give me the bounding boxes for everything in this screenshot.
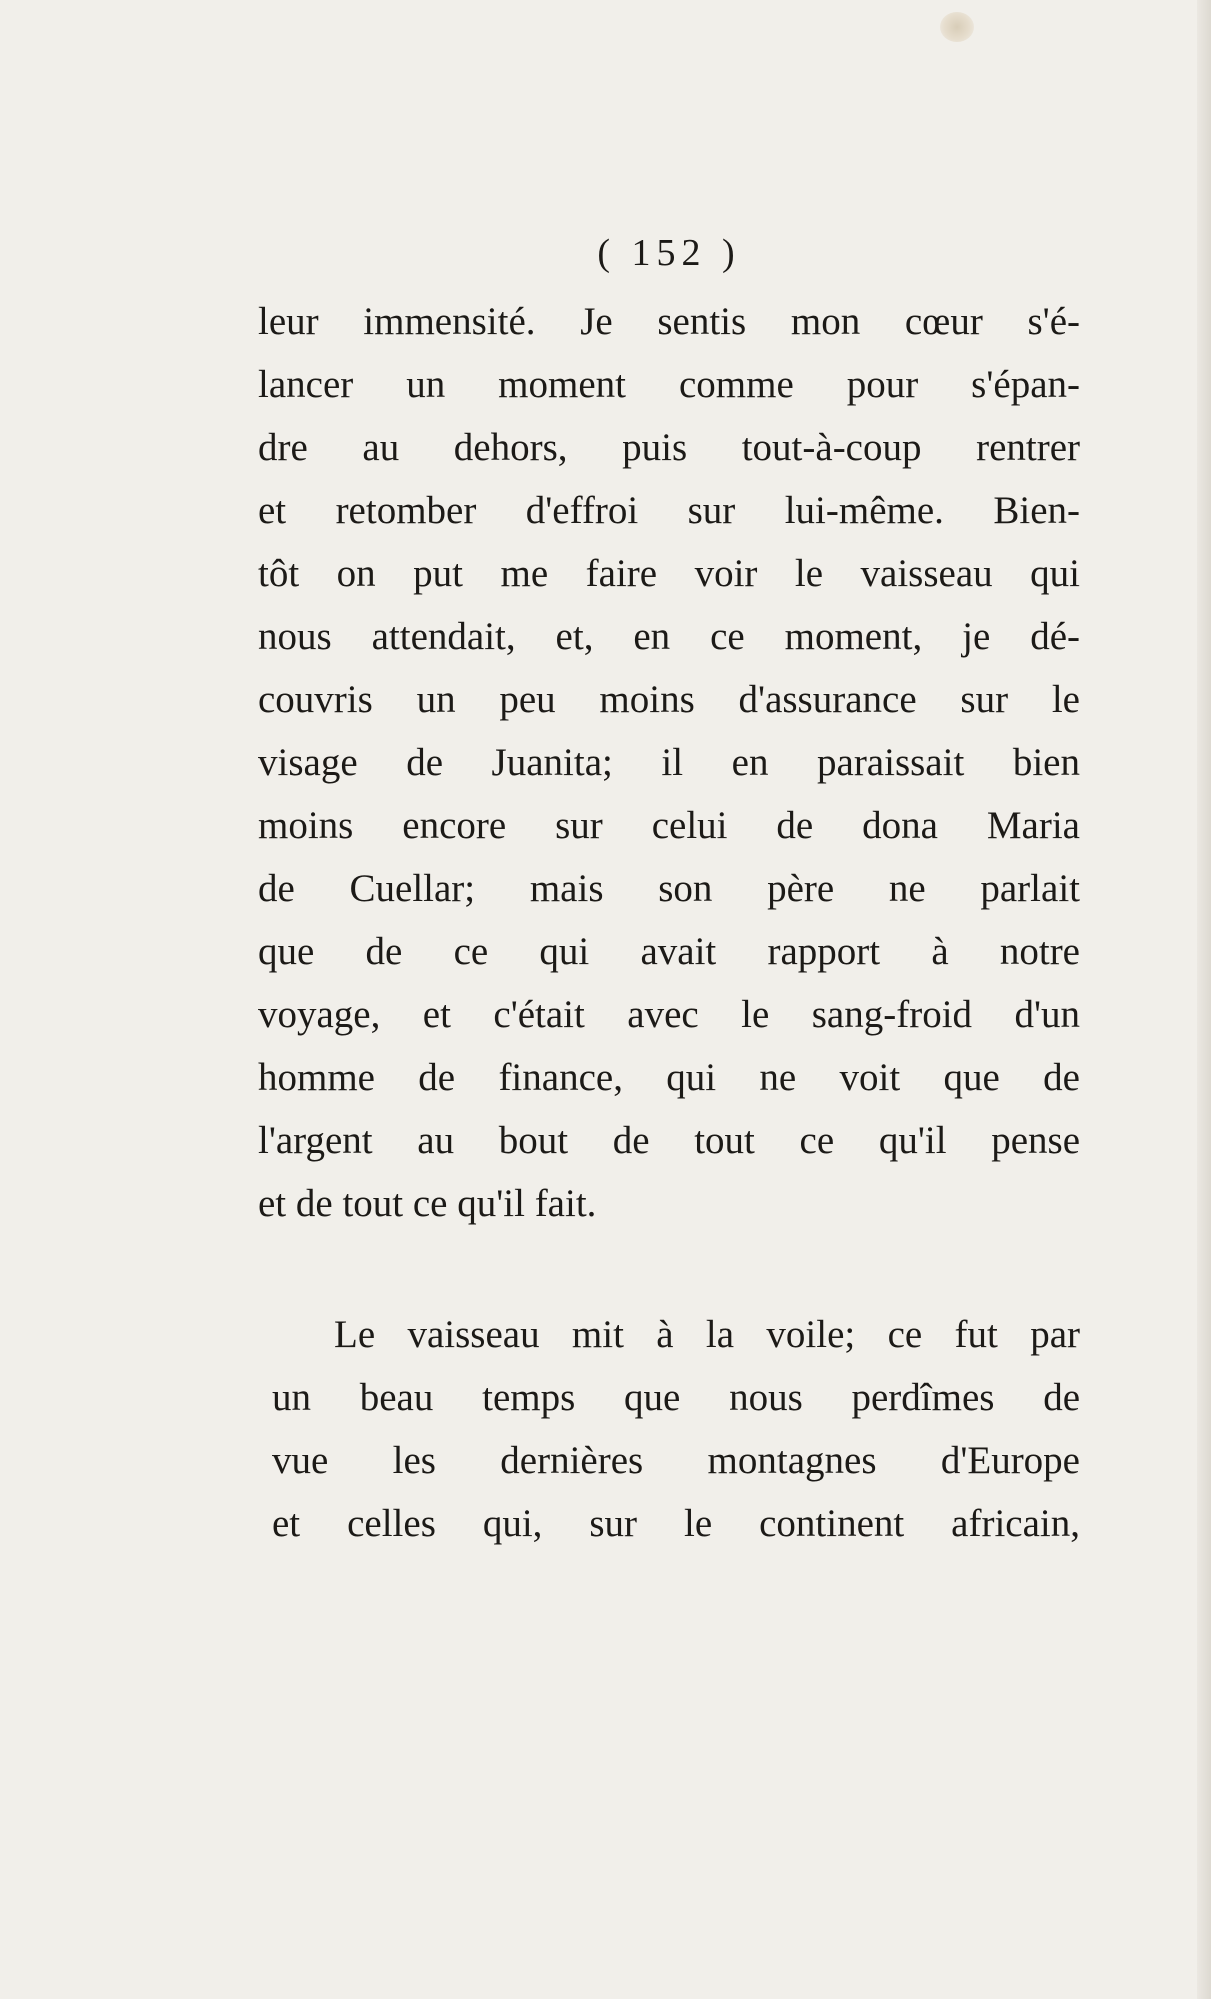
text-line: et de tout ce qu'il fait. [258,1182,597,1225]
text-line: de Cuellar; mais son père ne parlait [258,867,1080,910]
text-line: visage de Juanita; il en paraissait bien [258,741,1080,784]
page-edge [1197,0,1211,1999]
paper-stain [940,12,974,42]
text-line: couvris un peu moins d'assurance sur le [258,678,1080,721]
text-line: homme de finance, qui ne voit que de [258,1056,1080,1099]
text-line: tôt on put me faire voir le vaisseau qui [258,552,1080,595]
text-line: et celles qui, sur le continent africain, [272,1502,1080,1545]
text-line: Le vaisseau mit à la voile; ce fut par [334,1313,1080,1356]
text-line: leur immensité. Je sentis mon cœur s'é- [258,300,1080,343]
text-line: moins encore sur celui de dona Maria [258,804,1080,847]
paragraph [258,290,1080,1235]
page-content [258,230,1080,1555]
text-line: nous attendait, et, en ce moment, je dé- [258,615,1080,658]
text-line: l'argent au bout de tout ce qu'il pense [258,1119,1080,1162]
page-number: ( 152 ) [597,232,741,274]
text-line: un beau temps que nous perdîmes de [272,1376,1080,1419]
text-line: lancer un moment comme pour s'épan- [258,363,1080,406]
text-line: et retomber d'effroi sur lui-même. Bien- [258,489,1080,532]
paragraph [258,1303,1080,1555]
text-line: vue les dernières montagnes d'Europe [272,1439,1080,1482]
text-line: voyage, et c'était avec le sang-froid d'un [258,993,1080,1036]
text-line: que de ce qui avait rapport à notre [258,930,1080,973]
text-line: dre au dehors, puis tout-à-coup rentrer [258,426,1080,469]
